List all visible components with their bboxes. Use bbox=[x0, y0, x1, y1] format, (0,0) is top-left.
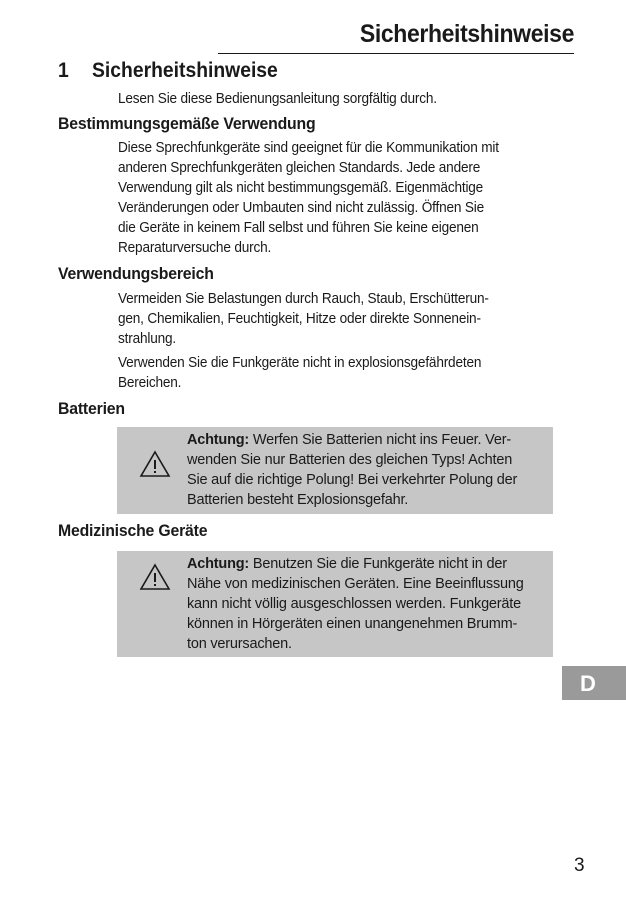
language-tab bbox=[562, 666, 626, 700]
chapter-title bbox=[58, 59, 278, 83]
text-line: Veränderungen oder Umbauten sind nicht zulässig. Öffnen Sie bbox=[118, 200, 484, 216]
text-line: kann nicht völlig ausgeschlossen werden. Funkgeräte bbox=[187, 596, 521, 612]
heading-area-of-use: Verwendungsbereich bbox=[58, 264, 214, 283]
warning-triangle-icon bbox=[139, 563, 171, 591]
warning-label: Achtung: bbox=[187, 556, 250, 572]
header-rule bbox=[218, 53, 574, 54]
text-line: Diese Sprechfunkgeräte sind geeignet für die Kommunikation mit bbox=[118, 140, 499, 156]
text-line: Verwenden Sie die Funkgeräte nicht in explosionsgefährdeten bbox=[118, 355, 482, 371]
chapter-number: 1 bbox=[58, 59, 69, 82]
paragraph-intended-use bbox=[118, 138, 563, 258]
text-line bbox=[187, 430, 545, 450]
paragraph-area-of-use-1 bbox=[118, 289, 563, 349]
text-line: können in Hörgeräten einen unangenehmen Brumm- bbox=[187, 616, 518, 632]
warning-box-medical bbox=[117, 551, 553, 657]
language-tab-label: D bbox=[580, 671, 596, 696]
text-line: anderen Sprechfunkgeräten gleichen Standards. Jede andere bbox=[118, 160, 481, 176]
warning-triangle-icon bbox=[139, 450, 171, 478]
text-line: wenden Sie nur Batterien des gleichen Typs! Achten bbox=[187, 452, 513, 468]
text-line: Nähe von medizinischen Geräten. Eine Beeinflussung bbox=[187, 576, 524, 592]
heading-intended-use: Bestimmungsgemäße Verwendung bbox=[58, 114, 316, 133]
running-head: Sicherheitshinweise bbox=[359, 20, 574, 48]
text-line bbox=[187, 554, 545, 574]
warning-box-batteries bbox=[117, 427, 553, 514]
chapter-title-text: Sicherheitshinweise bbox=[92, 59, 278, 82]
text-line: strahlung. bbox=[118, 331, 176, 347]
text-line: gen, Chemikalien, Feuchtigkeit, Hitze oder direkte Sonnenein- bbox=[118, 311, 481, 327]
text-line: Verwendung gilt als nicht bestimmungsgemäß. Eigenmächtige bbox=[118, 180, 484, 196]
warning-text-batteries bbox=[187, 430, 545, 510]
text-line: Bereichen. bbox=[118, 375, 182, 391]
chapter-intro-text: Lesen Sie diese Bedienungsanleitung sorgfältig durch. bbox=[118, 91, 437, 107]
text-line: Sie auf die richtige Polung! Bei verkehrter Polung der bbox=[187, 472, 518, 488]
page-number: 3 bbox=[574, 855, 585, 876]
paragraph-area-of-use-2 bbox=[118, 353, 563, 393]
text-line: die Geräte in keinem Fall selbst und führen Sie keine eigenen bbox=[118, 220, 479, 236]
text-fragment: Benutzen Sie die Funkgeräte nicht in der bbox=[249, 556, 507, 572]
chapter-intro bbox=[118, 89, 563, 109]
warning-text-medical bbox=[187, 554, 545, 654]
heading-medical: Medizinische Geräte bbox=[58, 521, 208, 540]
text-line: Vermeiden Sie Belastungen durch Rauch, Staub, Erschütterun- bbox=[118, 291, 489, 307]
text-line: ton verursachen. bbox=[187, 636, 292, 652]
text-line: Batterien besteht Explosionsgefahr. bbox=[187, 492, 409, 508]
text-line: Reparaturversuche durch. bbox=[118, 240, 272, 256]
warning-label: Achtung: bbox=[187, 432, 250, 448]
text-fragment: Werfen Sie Batterien nicht ins Feuer. Ver- bbox=[249, 432, 511, 448]
heading-batteries: Batterien bbox=[58, 399, 125, 418]
